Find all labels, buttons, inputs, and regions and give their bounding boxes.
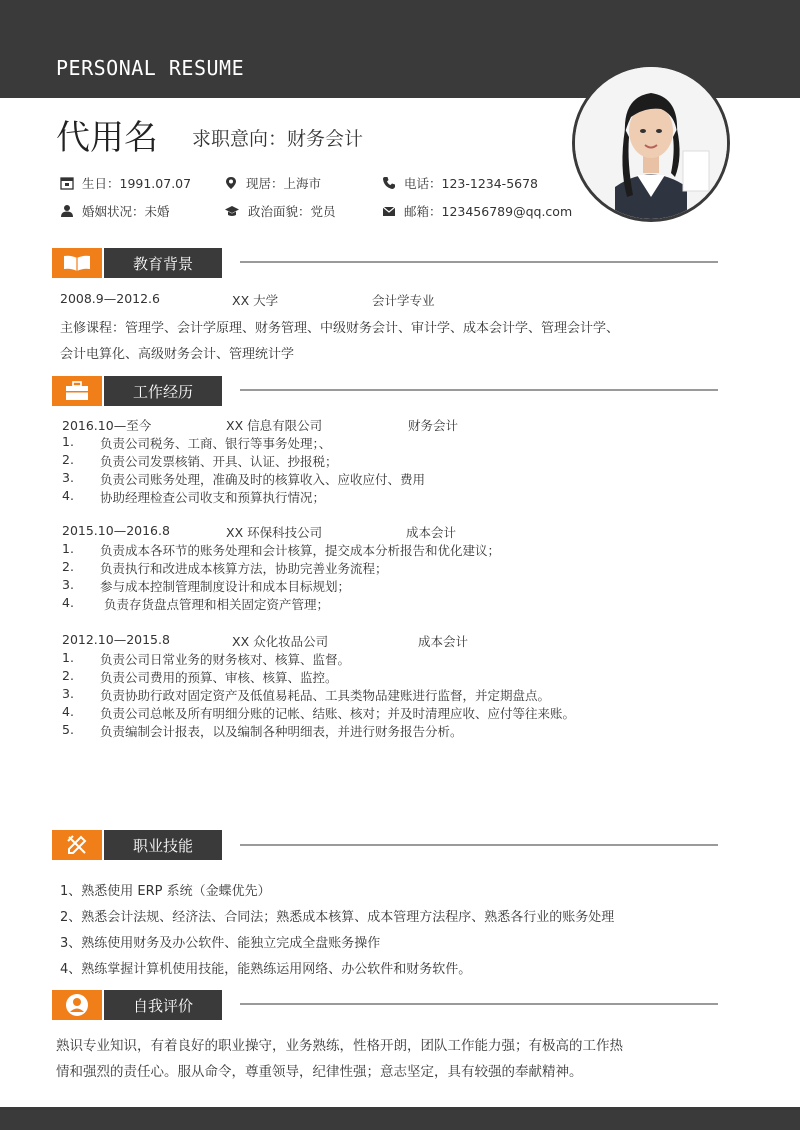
section-self-header [52, 990, 222, 1020]
candidate-name: 代用名 [56, 118, 158, 158]
list-item: 负责公司费用的预算、审核、核算、监控。 [100, 670, 338, 685]
info-text: 婚姻状况：未婚 [82, 204, 170, 219]
education-major: 会计学专业 [372, 293, 435, 308]
info-email [382, 202, 572, 220]
job-company: XX 众化妆品公司 [232, 634, 329, 649]
list-item: 4、熟练掌握计算机使用技能，能熟练运用网络、办公软件和财务软件。 [60, 962, 472, 977]
section-skills-header [52, 830, 222, 860]
list-item-number: 3. [62, 577, 74, 592]
list-item: 负责公司账务处理，准确及时的核算收入、应收应付、费用 [100, 472, 426, 487]
location-pin-icon [224, 176, 238, 190]
list-item-number: 5. [62, 722, 74, 737]
list-item: 负责存货盘点管理和相关固定资产管理； [104, 597, 330, 612]
person-icon [60, 204, 74, 218]
list-item-number: 1. [62, 434, 74, 449]
list-item: 负责执行和改进成本核算方法，协助完善业务流程； [100, 561, 388, 576]
job-period: 2012.10—2015.8 [62, 632, 170, 647]
list-item: 负责公司总帐及所有明细分账的记帐、结账、核对；并及时清理应收、应付等往来账。 [100, 706, 576, 721]
briefcase-icon [52, 376, 102, 406]
calendar-icon [60, 176, 74, 190]
pencil-ruler-icon [52, 830, 102, 860]
job-role: 成本会计 [418, 634, 469, 649]
list-item: 协助经理检查公司收支和预算执行情况； [100, 490, 326, 505]
info-phone [382, 174, 538, 192]
graduation-cap-icon [224, 204, 240, 218]
self-evaluation-text-cont: 情和强烈的责任心。服从命令，尊重领导，纪律性强；意志坚定，具有较强的奉献精神。 [56, 1064, 583, 1080]
list-item-number: 3. [62, 470, 74, 485]
job-role: 成本会计 [406, 525, 457, 540]
list-item-number: 2. [62, 668, 74, 683]
list-item-number: 3. [62, 686, 74, 701]
section-title: 职业技能 [104, 830, 222, 860]
section-education-header [52, 248, 222, 278]
section-divider [240, 844, 718, 846]
book-icon [52, 248, 102, 278]
list-item-number: 4. [62, 595, 74, 610]
education-period: 2008.9—2012.6 [60, 291, 160, 306]
list-item: 负责编制会计报表，以及编制各种明细表，并进行财务报告分析。 [100, 724, 463, 739]
user-circle-icon [52, 990, 102, 1020]
section-title: 自我评价 [104, 990, 222, 1020]
education-school: XX 大学 [232, 293, 279, 308]
phone-icon [382, 176, 396, 190]
section-title: 工作经历 [104, 376, 222, 406]
section-work-header [52, 376, 222, 406]
info-marital [60, 202, 170, 220]
list-item-number: 1. [62, 541, 74, 556]
info-text: 政治面貌：党员 [248, 204, 336, 219]
info-text: 现居：上海市 [246, 176, 322, 191]
list-item: 参与成本控制管理制度设计和成本目标规划； [100, 579, 351, 594]
self-evaluation-text: 熟识专业知识，有着良好的职业操守，业务熟练，性格开朗，团队工作能力强；有极高的工作热 [56, 1038, 623, 1054]
info-residence [224, 174, 321, 192]
section-divider [240, 1003, 718, 1005]
education-courses: 主修课程：管理学、会计学原理、财务管理、中级财务会计、审计学、成本会计学、管理会计学、 [60, 321, 620, 336]
list-item: 负责协助行政对固定资产及低值易耗品、工具类物品建账进行监督，并定期盘点。 [100, 688, 551, 703]
job-intent: 求职意向：财务会计 [192, 128, 364, 150]
job-role: 财务会计 [408, 418, 459, 433]
list-item-number: 1. [62, 650, 74, 665]
info-politics [224, 202, 336, 220]
list-item-number: 4. [62, 488, 74, 503]
job-period: 2015.10—2016.8 [62, 523, 170, 538]
section-title: 教育背景 [104, 248, 222, 278]
job-company: XX 环保科技公司 [226, 525, 323, 540]
list-item-number: 4. [62, 704, 74, 719]
list-item-number: 2. [62, 559, 74, 574]
section-divider [240, 261, 718, 263]
job-period: 2016.10—至今 [62, 418, 152, 433]
job-company: XX 信息有限公司 [226, 418, 323, 433]
section-divider [240, 389, 718, 391]
info-text: 生日：1991.07.07 [82, 176, 192, 191]
profile-photo [572, 64, 730, 222]
info-text: 邮箱：123456789@qq.com [404, 204, 573, 219]
list-item: 负责成本各环节的账务处理和会计核算，提交成本分析报告和优化建议； [100, 543, 501, 558]
list-item: 负责公司日常业务的财务核对、核算、监督。 [100, 652, 351, 667]
list-item: 负责公司发票核销、开具、认证、抄报税； [100, 454, 338, 469]
list-item: 3、熟练使用财务及办公软件、能独立完成全盘账务操作 [60, 936, 381, 951]
info-text: 电话：123-1234-5678 [404, 176, 539, 191]
list-item: 2、熟悉会计法规、经济法、合同法；熟悉成本核算、成本管理方法程序、熟悉各行业的账务处理 [60, 910, 615, 925]
footer-bar [0, 1107, 800, 1130]
education-courses-cont: 会计电算化、高级财务会计、管理统计学 [60, 347, 295, 362]
info-birthday [60, 174, 191, 192]
mail-icon [382, 204, 396, 218]
list-item-number: 2. [62, 452, 74, 467]
list-item: 负责公司税务、工商、银行等事务处理；、 [100, 436, 332, 451]
header-title: PERSONAL RESUME [56, 56, 245, 80]
list-item: 1、熟悉使用 ERP 系统（金蝶优先） [60, 884, 271, 899]
